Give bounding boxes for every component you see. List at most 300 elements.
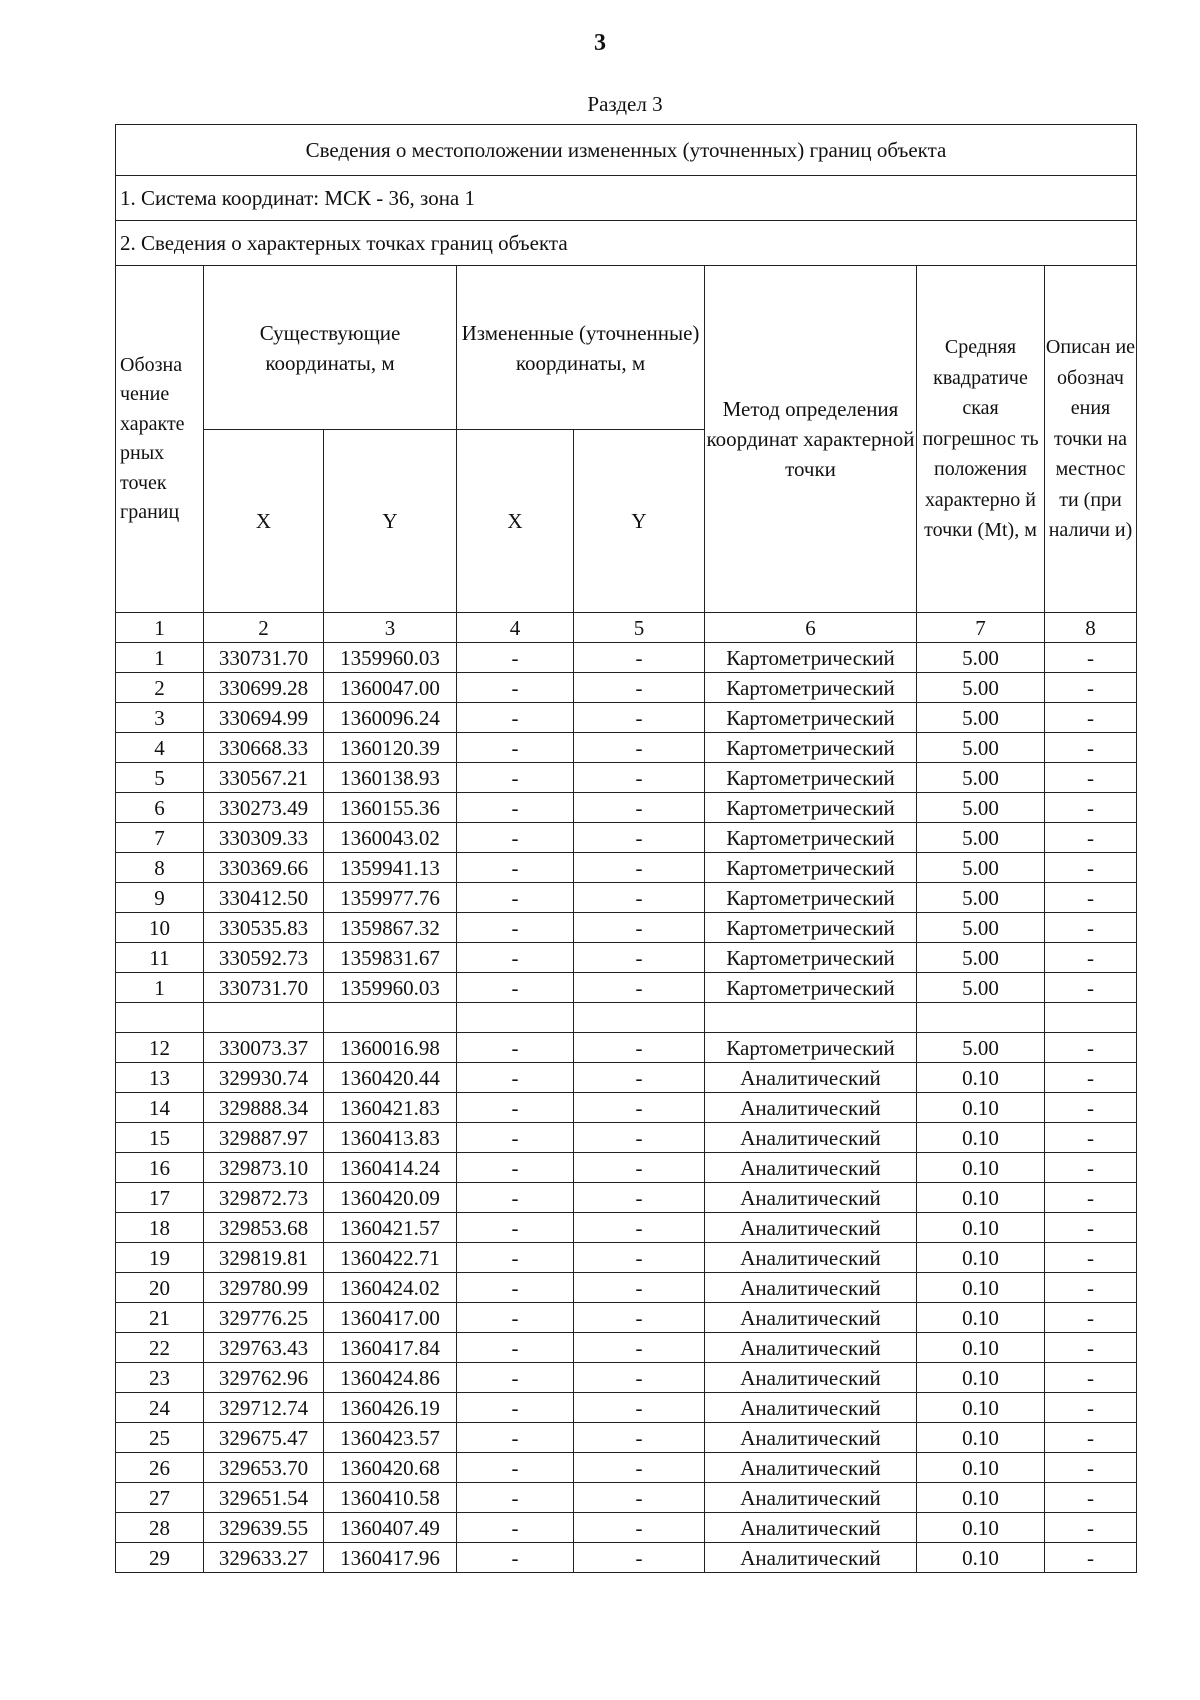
table-cell	[204, 1003, 324, 1033]
table-cell: 1360414.24	[324, 1153, 457, 1183]
table-cell: 1	[116, 973, 204, 1003]
table-cell: -	[457, 1093, 574, 1123]
table-cell: 330592.73	[204, 943, 324, 973]
table-cell: Картометрический	[705, 823, 917, 853]
table-cell: -	[574, 763, 705, 793]
table-row	[116, 1513, 1137, 1543]
table-cell: -	[574, 1393, 705, 1423]
table-cell: 329780.99	[204, 1273, 324, 1303]
table-cell: 0.10	[917, 1213, 1045, 1243]
table-cell: 19	[116, 1243, 204, 1273]
section-label: Раздел 3	[587, 92, 663, 116]
table-cell: Картометрический	[705, 673, 917, 703]
table-cell: 1360043.02	[324, 823, 457, 853]
table-cell: 5	[116, 763, 204, 793]
table-cell: -	[574, 1273, 705, 1303]
table-row	[116, 1153, 1137, 1183]
table-cell: -	[1045, 1333, 1137, 1363]
table-cell: 1360420.09	[324, 1183, 457, 1213]
table-row	[116, 1303, 1137, 1333]
table-row	[116, 973, 1137, 1003]
table-cell: Картометрический	[705, 703, 917, 733]
table-cell: -	[574, 1543, 705, 1573]
table-cell: Картометрический	[705, 763, 917, 793]
table-cell: -	[574, 853, 705, 883]
table-cell: 1360155.36	[324, 793, 457, 823]
table-cell: 329853.68	[204, 1213, 324, 1243]
table-cell: 1359977.76	[324, 883, 457, 913]
table-cell: -	[457, 793, 574, 823]
table-cell: Аналитический	[705, 1393, 917, 1423]
table-row	[116, 1453, 1137, 1483]
table-cell: -	[574, 1333, 705, 1363]
header-mean-error: Средняя квадратиче ская погрешнос ть положения характерно й точки (Mt), м	[917, 266, 1045, 613]
table-row	[116, 1393, 1137, 1423]
table-cell: 25	[116, 1423, 204, 1453]
table-row	[116, 1213, 1137, 1243]
table-cell: -	[574, 733, 705, 763]
table-cell: Аналитический	[705, 1123, 917, 1153]
table-cell: 0.10	[917, 1303, 1045, 1333]
table-cell: -	[1045, 1453, 1137, 1483]
table-cell: 5.00	[917, 883, 1045, 913]
table-cell: -	[574, 1183, 705, 1213]
table-cell: 1359960.03	[324, 643, 457, 673]
table-cell: 5.00	[917, 943, 1045, 973]
table-cell: 28	[116, 1513, 204, 1543]
table-cell: 330412.50	[204, 883, 324, 913]
table-cell: 5.00	[917, 853, 1045, 883]
table-cell: Аналитический	[705, 1183, 917, 1213]
table-cell: Картометрический	[705, 1033, 917, 1063]
table-row	[116, 943, 1137, 973]
table-cell: 5.00	[917, 973, 1045, 1003]
table-cell: 1359960.03	[324, 973, 457, 1003]
table-cell: 329633.27	[204, 1543, 324, 1573]
table-cell: 18	[116, 1213, 204, 1243]
table-cell: 329651.54	[204, 1483, 324, 1513]
table-cell: 1360407.49	[324, 1513, 457, 1543]
table-cell: -	[457, 973, 574, 1003]
table-cell: 1360138.93	[324, 763, 457, 793]
table-cell: 329872.73	[204, 1183, 324, 1213]
table-cell: 0.10	[917, 1183, 1045, 1213]
table-cell: -	[574, 883, 705, 913]
table-cell: 5.00	[917, 703, 1045, 733]
table-row	[116, 1543, 1137, 1573]
table-cell: -	[457, 1183, 574, 1213]
table-cell: 1360420.44	[324, 1063, 457, 1093]
table-cell: -	[1045, 1303, 1137, 1333]
table-cell: -	[574, 1153, 705, 1183]
table-row	[116, 703, 1137, 733]
table-row	[116, 853, 1137, 883]
table-cell: 0.10	[917, 1243, 1045, 1273]
table-cell: -	[1045, 1033, 1137, 1063]
table-cell: 329762.96	[204, 1363, 324, 1393]
table-cell	[457, 1003, 574, 1033]
table-cell: 5.00	[917, 823, 1045, 853]
table-cell: 0.10	[917, 1363, 1045, 1393]
table-cell: -	[1045, 673, 1137, 703]
table-cell: 0.10	[917, 1123, 1045, 1153]
table-cell: -	[1045, 1543, 1137, 1573]
table-cell: -	[457, 1423, 574, 1453]
table-cell: 5.00	[917, 673, 1045, 703]
table-cell: -	[574, 913, 705, 943]
table-cell: 29	[116, 1543, 204, 1573]
header-point-description: Описан ие обознач ения точки на местнос ти (при наличи и)	[1045, 266, 1137, 613]
table-cell: -	[457, 1483, 574, 1513]
table-cell: 5.00	[917, 763, 1045, 793]
table-cell: 1360421.57	[324, 1213, 457, 1243]
table-cell: -	[457, 1213, 574, 1243]
table-cell: -	[457, 913, 574, 943]
table-cell: -	[457, 703, 574, 733]
table-cell: -	[1045, 1213, 1137, 1243]
table-cell: -	[457, 1543, 574, 1573]
table-cell: -	[1045, 643, 1137, 673]
table-cell: 0.10	[917, 1423, 1045, 1453]
table-cell: -	[574, 643, 705, 673]
table-cell: 329888.34	[204, 1093, 324, 1123]
column-number: 7	[917, 613, 1045, 643]
table-cell: 1360426.19	[324, 1393, 457, 1423]
table-cell: Аналитический	[705, 1543, 917, 1573]
table-cell: -	[574, 1483, 705, 1513]
column-number: 3	[324, 613, 457, 643]
table-cell: 1359867.32	[324, 913, 457, 943]
table-cell: -	[574, 673, 705, 703]
table-cell: Аналитический	[705, 1093, 917, 1123]
table-cell: 1360413.83	[324, 1123, 457, 1153]
table-cell: 330309.33	[204, 823, 324, 853]
table-cell: -	[457, 763, 574, 793]
table-cell: -	[457, 1033, 574, 1063]
header-changed-x: X	[457, 430, 574, 613]
table-cell: -	[1045, 943, 1137, 973]
table-row	[116, 883, 1137, 913]
table-row	[116, 643, 1137, 673]
table-row	[116, 793, 1137, 823]
table-cell: -	[457, 1153, 574, 1183]
table-cell: 1360420.68	[324, 1453, 457, 1483]
table-cell: -	[574, 1243, 705, 1273]
table-cell: -	[574, 1123, 705, 1153]
table-cell: Картометрический	[705, 733, 917, 763]
table-title: Сведения о местоположении измененных (уточненных) границ объекта	[116, 125, 1137, 176]
table-cell: 1360423.57	[324, 1423, 457, 1453]
table-cell: 330699.28	[204, 673, 324, 703]
table-cell: 8	[116, 853, 204, 883]
table-cell: -	[1045, 1393, 1137, 1423]
table-cell: 15	[116, 1123, 204, 1153]
table-cell: -	[1045, 1153, 1137, 1183]
table-cell	[574, 1003, 705, 1033]
table-cell: 26	[116, 1453, 204, 1483]
table-cell: 1360424.02	[324, 1273, 457, 1303]
table-cell: -	[1045, 1093, 1137, 1123]
table-cell: -	[457, 643, 574, 673]
table-cell: 330567.21	[204, 763, 324, 793]
table-cell: 24	[116, 1393, 204, 1423]
table-cell: -	[1045, 823, 1137, 853]
header-changed-coordinates: Измененные (уточненные) координаты, м	[457, 266, 705, 430]
header-designation: Обозна чение характе рных точек границ	[116, 266, 204, 613]
table-cell: 5.00	[917, 733, 1045, 763]
table-cell: 329887.97	[204, 1123, 324, 1153]
table-body	[116, 643, 1137, 1573]
table-cell: Картометрический	[705, 943, 917, 973]
table-cell: -	[457, 1303, 574, 1333]
points-info-line: 2. Сведения о характерных точках границ объекта	[116, 221, 1137, 266]
table-cell: 6	[116, 793, 204, 823]
table-cell: -	[574, 793, 705, 823]
table-cell: 1360016.98	[324, 1033, 457, 1063]
table-cell: 1	[116, 643, 204, 673]
column-number: 6	[705, 613, 917, 643]
table-cell: 329639.55	[204, 1513, 324, 1543]
table-cell: 20	[116, 1273, 204, 1303]
table-row	[116, 1363, 1137, 1393]
table-cell: 10	[116, 913, 204, 943]
page-number: 3	[594, 30, 606, 56]
coordinate-system-line: 1. Система координат: МСК - 36, зона 1	[116, 176, 1137, 221]
table-cell: Картометрический	[705, 973, 917, 1003]
table-cell: 2	[116, 673, 204, 703]
column-number: 1	[116, 613, 204, 643]
table-cell: Аналитический	[705, 1153, 917, 1183]
table-cell: 1359941.13	[324, 853, 457, 883]
table-cell: 329776.25	[204, 1303, 324, 1333]
table-cell: 3	[116, 703, 204, 733]
table-cell: 1360417.96	[324, 1543, 457, 1573]
table-cell: 17	[116, 1183, 204, 1213]
table-cell: Аналитический	[705, 1273, 917, 1303]
table-cell: -	[1045, 1273, 1137, 1303]
table-cell: 330694.99	[204, 703, 324, 733]
table-cell: 330731.70	[204, 973, 324, 1003]
table-row	[116, 1123, 1137, 1153]
table-cell: 329930.74	[204, 1063, 324, 1093]
table-cell: -	[574, 973, 705, 1003]
table-cell: -	[457, 943, 574, 973]
table-cell: 1360047.00	[324, 673, 457, 703]
table-cell: -	[1045, 763, 1137, 793]
table-cell: Картометрический	[705, 853, 917, 883]
table-cell: 329712.74	[204, 1393, 324, 1423]
table-row	[116, 823, 1137, 853]
table-cell	[705, 1003, 917, 1033]
table-cell: -	[1045, 913, 1137, 943]
table-cell: 14	[116, 1093, 204, 1123]
table-cell: Картометрический	[705, 643, 917, 673]
table-cell: 1360421.83	[324, 1093, 457, 1123]
table-cell: 330535.83	[204, 913, 324, 943]
table-cell: 27	[116, 1483, 204, 1513]
table-cell: Аналитический	[705, 1483, 917, 1513]
table-cell: -	[1045, 793, 1137, 823]
table-cell: -	[457, 733, 574, 763]
table-cell: 330273.49	[204, 793, 324, 823]
table-cell: 0.10	[917, 1093, 1045, 1123]
table-cell: Аналитический	[705, 1513, 917, 1543]
table-cell: -	[574, 1303, 705, 1333]
table-cell: -	[1045, 733, 1137, 763]
table-cell: -	[1045, 1243, 1137, 1273]
table-cell: Картометрический	[705, 883, 917, 913]
table-cell: Картометрический	[705, 793, 917, 823]
table-cell: -	[1045, 973, 1137, 1003]
table-cell: 0.10	[917, 1453, 1045, 1483]
header-changed-y: Y	[574, 430, 705, 613]
table-cell: 16	[116, 1153, 204, 1183]
table-cell	[324, 1003, 457, 1033]
table-cell: 1360417.00	[324, 1303, 457, 1333]
table-cell: 0.10	[917, 1393, 1045, 1423]
table-cell: Аналитический	[705, 1423, 917, 1453]
table-cell: 22	[116, 1333, 204, 1363]
table-cell: Аналитический	[705, 1453, 917, 1483]
table-cell: 1359831.67	[324, 943, 457, 973]
table-cell: -	[574, 1423, 705, 1453]
table-cell: -	[457, 1513, 574, 1543]
table-cell: -	[457, 1273, 574, 1303]
table-cell: -	[574, 1513, 705, 1543]
column-number: 4	[457, 613, 574, 643]
table-cell: 1360120.39	[324, 733, 457, 763]
table-cell: 21	[116, 1303, 204, 1333]
table-cell	[917, 1003, 1045, 1033]
table-row	[116, 1183, 1137, 1213]
table-cell: 5.00	[917, 1033, 1045, 1063]
table-cell: 23	[116, 1363, 204, 1393]
table-cell: 4	[116, 733, 204, 763]
table-cell: -	[1045, 1123, 1137, 1153]
table-cell	[1045, 1003, 1137, 1033]
table-cell: 1360424.86	[324, 1363, 457, 1393]
table-row	[116, 673, 1137, 703]
table-row	[116, 1273, 1137, 1303]
table-cell: -	[457, 1333, 574, 1363]
table-cell: 0.10	[917, 1513, 1045, 1543]
table-cell: -	[457, 1063, 574, 1093]
column-number: 5	[574, 613, 705, 643]
table-cell: 11	[116, 943, 204, 973]
table-row	[116, 1003, 1137, 1033]
table-cell: 0.10	[917, 1153, 1045, 1183]
table-cell: -	[574, 1213, 705, 1243]
table-cell: -	[457, 823, 574, 853]
table-cell: -	[574, 1063, 705, 1093]
table-cell: -	[574, 703, 705, 733]
table-row	[116, 1243, 1137, 1273]
table-cell: Аналитический	[705, 1213, 917, 1243]
table-cell: -	[1045, 1363, 1137, 1393]
table-cell: -	[574, 1093, 705, 1123]
table-cell: 329819.81	[204, 1243, 324, 1273]
table-cell: -	[1045, 1063, 1137, 1093]
table-cell: 9	[116, 883, 204, 913]
table-cell: 330073.37	[204, 1033, 324, 1063]
table-cell: -	[457, 883, 574, 913]
table-cell: 7	[116, 823, 204, 853]
table-cell: 0.10	[917, 1333, 1045, 1363]
table-cell: Аналитический	[705, 1243, 917, 1273]
table-cell: 12	[116, 1033, 204, 1063]
table-cell: 330369.66	[204, 853, 324, 883]
table-cell: -	[457, 1123, 574, 1153]
table-row	[116, 1033, 1137, 1063]
table-cell: 329675.47	[204, 1423, 324, 1453]
table-row	[116, 733, 1137, 763]
table-row	[116, 1483, 1137, 1513]
boundary-points-table	[115, 124, 1137, 1573]
table-row	[116, 763, 1137, 793]
table-cell: 330731.70	[204, 643, 324, 673]
table-cell: 329763.43	[204, 1333, 324, 1363]
table-cell: 0.10	[917, 1483, 1045, 1513]
table-cell: 5.00	[917, 793, 1045, 823]
header-existing-y: Y	[324, 430, 457, 613]
table-cell: Аналитический	[705, 1363, 917, 1393]
table-cell: -	[574, 1363, 705, 1393]
table-cell: 330668.33	[204, 733, 324, 763]
table-cell: Картометрический	[705, 913, 917, 943]
table-cell: 1360410.58	[324, 1483, 457, 1513]
table-cell: 5.00	[917, 913, 1045, 943]
header-existing-x: X	[204, 430, 324, 613]
table-cell: 0.10	[917, 1063, 1045, 1093]
table-cell: -	[574, 943, 705, 973]
table-cell: 0.10	[917, 1273, 1045, 1303]
table-cell: -	[457, 1363, 574, 1393]
table-cell: 5.00	[917, 643, 1045, 673]
table-row	[116, 1423, 1137, 1453]
table-cell: 329653.70	[204, 1453, 324, 1483]
header-method: Метод определения координат характерной точки	[705, 266, 917, 613]
table-row	[116, 1063, 1137, 1093]
table-cell: -	[1045, 1423, 1137, 1453]
table-cell: Аналитический	[705, 1303, 917, 1333]
table-cell: 329873.10	[204, 1153, 324, 1183]
header-existing-coordinates: Существующие координаты, м	[204, 266, 457, 430]
table-cell: 13	[116, 1063, 204, 1093]
table-cell: -	[1045, 853, 1137, 883]
table-cell: Аналитический	[705, 1333, 917, 1363]
table-cell: 1360096.24	[324, 703, 457, 733]
table-cell	[116, 1003, 204, 1033]
table-cell: -	[457, 673, 574, 703]
table-row	[116, 913, 1137, 943]
table-cell: Аналитический	[705, 1063, 917, 1093]
column-number: 2	[204, 613, 324, 643]
table-cell: -	[457, 1453, 574, 1483]
column-number: 8	[1045, 613, 1137, 643]
table-cell: 1360422.71	[324, 1243, 457, 1273]
table-cell: -	[1045, 1513, 1137, 1543]
table-cell: -	[574, 823, 705, 853]
table-cell: 1360417.84	[324, 1333, 457, 1363]
table-cell: -	[574, 1453, 705, 1483]
table-row	[116, 1333, 1137, 1363]
table-cell: -	[1045, 1483, 1137, 1513]
table-cell: -	[457, 1243, 574, 1273]
table-cell: -	[1045, 703, 1137, 733]
table-cell: 0.10	[917, 1543, 1045, 1573]
table-cell: -	[574, 1033, 705, 1063]
table-row	[116, 1093, 1137, 1123]
